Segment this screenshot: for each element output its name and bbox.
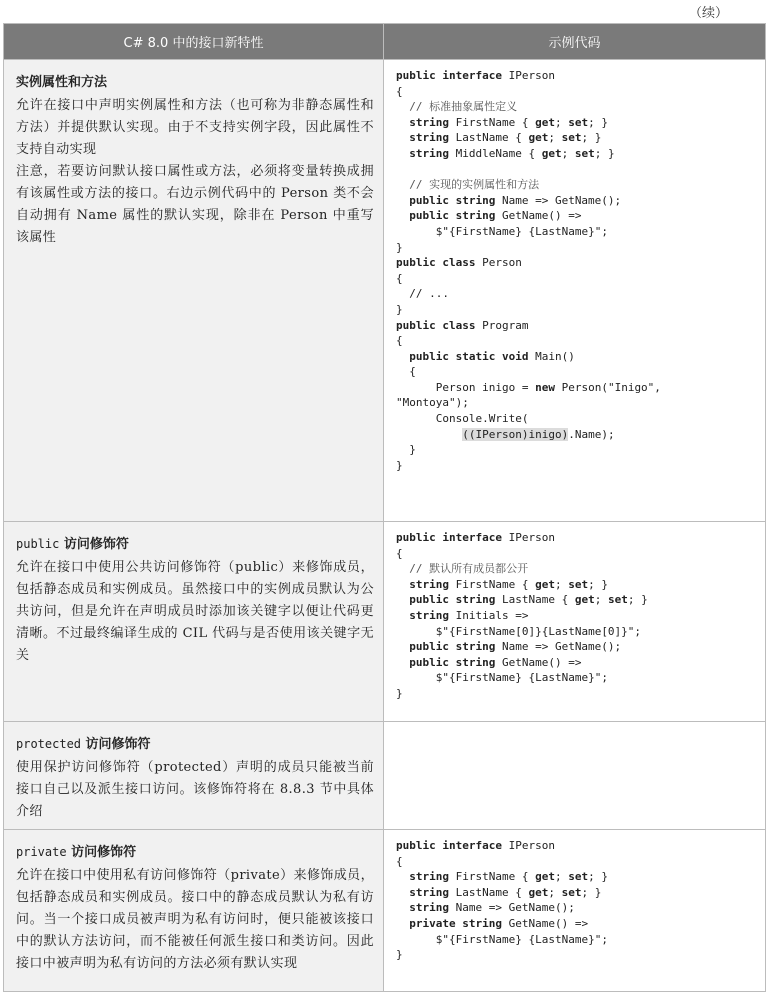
code-text: GetName() => xyxy=(495,209,582,223)
code-keyword: public interface xyxy=(396,839,509,852)
feature-description: 允许在接口中使用私有访问修饰符（private）来修饰成员，包括静态成员和实例成员。接口中的静态成员默认为私有访问。当一个接口成员被声明为私有访问时，便只能被该接口中的默认方法访问，而不能被任何派生接口和类访问。因此接口中被声明为私有访问的方法必须有默认实现 xyxy=(16,868,374,971)
feature-description: 允许在接口中声明实例属性和方法（也可称为非静态属性和方法）并提供默认实现。由于不支持实例字段，因此属性不支持自动实现 xyxy=(16,98,374,157)
code-keyword: set xyxy=(568,577,589,591)
code-keyword: public static void xyxy=(409,349,529,363)
code-keyword: string xyxy=(409,608,449,622)
code-line xyxy=(396,255,757,271)
code-keyword: string xyxy=(409,146,449,160)
code-text: { xyxy=(396,546,403,560)
header-features: C# 8.0 中的接口新特性 xyxy=(4,24,384,60)
code-text: Person inigo = xyxy=(396,380,536,394)
code-text xyxy=(396,562,409,575)
code-line xyxy=(396,577,757,593)
code-text: FirstName { xyxy=(449,115,536,129)
feature-title: private 访问修饰符 xyxy=(16,845,137,860)
feature-description: 允许在接口中使用公共访问修饰符（public）来修饰成员，包括静态成员和实例成员。虽然接口中的实例成员默认为公共访问，但是允许在声明成员时添加该关键字以便让代码更清晰。不过最终编译生成的 CIL 代码与是否使用该关键字无关 xyxy=(16,560,374,663)
code-text: "Montoya"); xyxy=(396,396,469,410)
code-text: .Name); xyxy=(568,427,615,441)
feature-cell xyxy=(4,60,384,522)
code-line xyxy=(396,193,757,209)
code-keyword: set xyxy=(607,593,628,607)
code-keyword: get xyxy=(535,115,555,129)
code-text: IPerson xyxy=(508,69,555,82)
code-text: { xyxy=(396,84,403,98)
code-text: Name => GetName(); xyxy=(495,193,622,207)
code-text: ; } xyxy=(594,146,615,160)
feature-note: 注意，若要访问默认接口属性或方法，必须将变量转换成拥有该属性或方法的接口。右边示例代码中的 Person 类不会自动拥有 Name 属性的默认实现，除非在 Person 中重写该属性 xyxy=(16,164,374,245)
code-keyword: string xyxy=(409,577,449,591)
feature-cell xyxy=(4,522,384,722)
code-text: ; xyxy=(554,115,569,129)
code-line xyxy=(396,349,757,365)
code-keyword: get xyxy=(528,131,549,145)
code-text xyxy=(396,917,409,930)
table-row-instance-members xyxy=(4,60,766,522)
code-comment: // 默认所有成员都公开 xyxy=(409,562,529,576)
code-comment: // 标准抽象属性定义 xyxy=(409,100,518,114)
code-keyword: private string xyxy=(409,916,502,930)
code-text xyxy=(396,656,409,669)
code-line xyxy=(396,608,757,624)
code-cell xyxy=(384,830,766,992)
code-line xyxy=(396,427,757,443)
code-text xyxy=(396,870,409,883)
code-text xyxy=(396,100,409,113)
code-keyword: set xyxy=(561,885,582,899)
code-text: FirstName { xyxy=(449,577,536,591)
code-line xyxy=(396,854,757,870)
code-keyword: public class xyxy=(396,318,483,332)
feature-cell xyxy=(4,830,384,992)
code-text xyxy=(396,350,409,363)
code-line xyxy=(396,162,757,178)
code-line xyxy=(396,333,757,349)
table-row-public xyxy=(4,522,766,722)
code-line xyxy=(396,177,757,193)
code-keyword: get xyxy=(535,577,555,591)
code-text xyxy=(396,609,409,622)
code-text: Main() xyxy=(528,349,575,363)
code-text xyxy=(396,131,409,144)
code-text: LastName { xyxy=(449,131,529,145)
code-line xyxy=(396,947,757,963)
code-keyword: string xyxy=(409,901,449,915)
code-text: Name => GetName(); xyxy=(495,640,622,654)
code-text: } xyxy=(396,458,403,472)
code-text: } xyxy=(396,302,403,316)
code-text: ; xyxy=(554,870,569,884)
table-row-protected xyxy=(4,722,766,830)
code-line xyxy=(396,639,757,655)
code-text: ; xyxy=(554,577,569,591)
code-keyword: public string xyxy=(409,209,496,223)
code-text: Console.Write( xyxy=(396,412,529,426)
code-sample xyxy=(396,838,757,963)
code-text: { xyxy=(396,334,403,348)
code-text xyxy=(396,178,409,191)
code-text xyxy=(396,428,462,441)
code-keyword: string xyxy=(409,870,449,884)
code-line xyxy=(396,318,757,334)
code-text: ; xyxy=(548,131,562,145)
code-text: ; xyxy=(594,593,608,607)
code-keyword: set xyxy=(568,870,589,884)
code-text: $"{FirstName} {LastName}"; xyxy=(396,932,608,946)
code-keyword: new xyxy=(535,380,555,394)
code-line xyxy=(396,286,757,302)
code-line xyxy=(396,271,757,287)
code-line xyxy=(396,885,757,901)
code-text: ; } xyxy=(588,870,608,884)
code-sample xyxy=(396,530,757,702)
code-text: } xyxy=(396,443,416,457)
code-line xyxy=(396,442,757,458)
code-text: LastName { xyxy=(495,593,575,607)
table-row-private xyxy=(4,830,766,992)
code-line xyxy=(396,380,757,396)
code-text xyxy=(396,901,409,914)
code-line xyxy=(396,686,757,702)
code-keyword: public string xyxy=(409,640,496,654)
code-text xyxy=(396,209,409,222)
code-text: GetName() => xyxy=(501,916,589,930)
code-text: } xyxy=(396,686,403,700)
code-cell xyxy=(384,60,766,522)
code-line xyxy=(396,530,757,546)
code-line xyxy=(396,916,757,932)
code-text: ; xyxy=(548,885,562,899)
code-keyword: public class xyxy=(396,256,483,270)
code-line xyxy=(396,838,757,854)
continued-label: （续） xyxy=(688,6,728,21)
code-sample xyxy=(396,68,757,473)
code-text xyxy=(396,886,409,899)
code-text: { xyxy=(396,271,403,285)
code-text xyxy=(396,640,409,653)
code-line xyxy=(396,84,757,100)
feature-cell xyxy=(4,722,384,830)
code-keyword: public string xyxy=(409,655,496,669)
code-line xyxy=(396,302,757,318)
code-text: Name => GetName(); xyxy=(449,901,575,915)
code-text: $"{FirstName[0]}{LastName[0]}"; xyxy=(396,624,642,638)
code-keyword: string xyxy=(409,885,449,899)
code-line xyxy=(396,546,757,562)
code-text: Program xyxy=(482,318,529,332)
code-line xyxy=(396,869,757,885)
code-cell xyxy=(384,722,766,830)
code-line xyxy=(396,458,757,474)
code-line xyxy=(396,130,757,146)
code-line xyxy=(396,932,757,948)
code-keyword: set xyxy=(568,115,589,129)
code-line xyxy=(396,395,757,411)
code-keyword: set xyxy=(561,131,582,145)
code-comment: // 实现的实例属性和方法 xyxy=(409,178,540,192)
code-text: FirstName { xyxy=(449,870,536,884)
code-keyword: public interface xyxy=(396,531,509,544)
code-text: IPerson xyxy=(508,531,555,544)
code-line xyxy=(396,364,757,380)
code-text: } xyxy=(396,948,403,962)
code-text xyxy=(396,116,409,129)
code-text: Person("Inigo", xyxy=(554,380,661,394)
feature-title: protected 访问修饰符 xyxy=(16,737,151,752)
code-text: Initials => xyxy=(449,608,529,622)
code-text: ; } xyxy=(588,577,608,591)
code-text xyxy=(396,194,409,207)
code-keyword: get xyxy=(541,146,562,160)
code-line xyxy=(396,670,757,686)
table-header-row xyxy=(4,24,766,60)
code-line xyxy=(396,68,757,84)
code-line xyxy=(396,146,757,162)
code-text: // ... xyxy=(396,287,449,301)
code-line xyxy=(396,99,757,115)
code-line xyxy=(396,224,757,240)
code-keyword: public string xyxy=(409,593,496,607)
code-keyword: string xyxy=(409,115,449,129)
code-text xyxy=(396,147,409,160)
features-table xyxy=(3,23,766,992)
code-cell xyxy=(384,522,766,722)
code-text: ; xyxy=(561,146,575,160)
code-keyword: get xyxy=(528,885,549,899)
code-line xyxy=(396,208,757,224)
code-keyword: string xyxy=(409,131,449,145)
code-text: Person xyxy=(482,256,522,270)
code-text: } xyxy=(396,240,403,254)
code-text xyxy=(396,593,409,606)
code-keyword: set xyxy=(574,146,595,160)
feature-title: public 访问修饰符 xyxy=(16,537,129,552)
code-text: ; } xyxy=(588,115,608,129)
code-text: { xyxy=(396,854,403,868)
feature-title: 实例属性和方法 xyxy=(16,75,108,90)
code-line xyxy=(396,561,757,577)
code-line xyxy=(396,900,757,916)
header-sample-code: 示例代码 xyxy=(384,24,766,60)
code-text: ; } xyxy=(581,131,602,145)
code-highlight: ((IPerson)inigo) xyxy=(462,427,569,441)
code-keyword: public interface xyxy=(396,69,509,82)
code-line xyxy=(396,115,757,131)
code-line xyxy=(396,592,757,608)
code-text: MiddleName { xyxy=(449,146,542,160)
code-line xyxy=(396,624,757,640)
code-line xyxy=(396,655,757,671)
code-text: IPerson xyxy=(508,839,555,852)
code-keyword: get xyxy=(535,870,555,884)
code-keyword: get xyxy=(574,593,595,607)
feature-description: 使用保护访问修饰符（protected）声明的成员只能被当前接口自己以及派生接口访问。该修饰符将在 8.8.3 节中具体介绍 xyxy=(16,760,374,819)
code-text: { xyxy=(396,365,416,379)
code-text: GetName() => xyxy=(495,655,582,669)
code-keyword: public string xyxy=(409,193,496,207)
code-text: ; } xyxy=(581,885,602,899)
code-text: ; } xyxy=(627,593,648,607)
code-line xyxy=(396,240,757,256)
code-text: $"{FirstName} {LastName}"; xyxy=(396,671,608,685)
code-text: $"{FirstName} {LastName}"; xyxy=(396,224,608,238)
code-line xyxy=(396,411,757,427)
code-text xyxy=(396,578,409,591)
code-text: LastName { xyxy=(449,885,529,899)
